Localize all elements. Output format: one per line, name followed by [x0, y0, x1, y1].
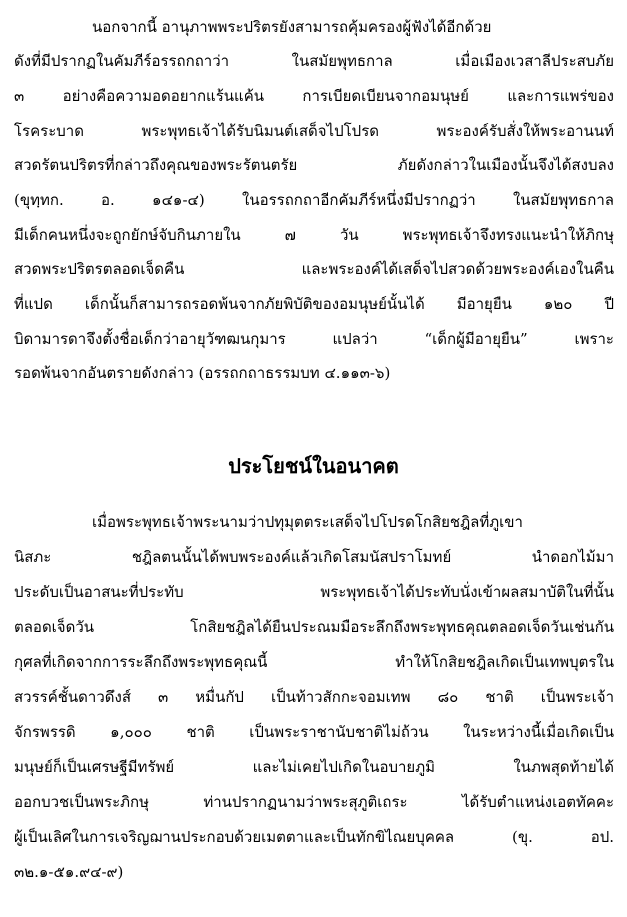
paragraph-2-line-2: นิสภะ ชฎิลตนนั้นได้พบพระองค์แล้วเกิดโสมนัสปราโมทย์ นำดอกไม้มา [14, 548, 614, 566]
paragraph-1-line-11: รอดพ้นจากอันตรายดังกล่าว (อรรถกถาธรรมบท ๔.๑๑๓-๖) [14, 364, 391, 382]
paragraph-2-line-5: กุศลที่เกิดจากการระลึกถึงพระพุทธคุณนี้ ทำให้โกสิยชฎิลเกิดเป็นเทพบุตรใน [14, 653, 614, 671]
paragraph-2-line-9: ออกบวชเป็นพระภิกษุ ท่านปรากฏนามว่าพระสุภูติเถระ ได้รับตำแหน่งเอตทัคคะ [14, 793, 614, 811]
paragraph-2-line-3: ประดับเป็นอาสนะที่ประทับ พระพุทธเจ้าได้ประทับนั่งเข้าผลสมาบัติในที่นั้น [14, 583, 614, 601]
paragraph-1-line-1: นอกจากนี้ อานุภาพพระปริตรยังสามารถคุ้มครองผู้ฟังได้อีกด้วย [92, 18, 492, 36]
paragraph-1-line-8: สวดพระปริตรตลอดเจ็ดคืน และพระองค์ได้เสด็จไปสวดด้วยพระองค์เองในคืน [14, 260, 614, 278]
paragraph-1-line-10: บิดามารดาจึงตั้งชื่อเด็กว่าอายุวัฑฒนกุมาร แปลว่า “เด็กผู้มีอายุยืน” เพราะ [14, 330, 614, 348]
paragraph-2-line-7: จักรพรรดิ ๑,๐๐๐ ชาติ เป็นพระราชานับชาติไม่ถ้วน ในระหว่างนี้เมื่อเกิดเป็น [14, 723, 614, 741]
paragraph-2-line-1: เมื่อพระพุทธเจ้าพระนามว่าปทุมุตตระเสด็จไปโปรดโกสิยชฎิลที่ภูเขา [92, 513, 523, 531]
paragraph-2-line-8: มนุษย์ก็เป็นเศรษฐีมีทรัพย์ และไม่เคยไปเกิดในอบายภูมิ ในภพสุดท้ายได้ [14, 758, 614, 776]
paragraph-2-line-11: ๓๒.๑-๕๑.๙๔-๙) [14, 863, 124, 881]
section-heading: ประโยชน์ในอนาคต [228, 454, 399, 478]
paragraph-2-line-10: ผู้เป็นเลิศในการเจริญฌานประกอบด้วยเมตตาและเป็นทักขิไณยบุคคล (ขุ. อป. [14, 828, 614, 846]
paragraph-1-line-3: ๓ อย่างคือความอดอยากแร้นแค้น การเบียดเบียนจากอมนุษย์ และการแพร่ของ [14, 87, 614, 105]
paragraph-1-line-9: ที่แปด เด็กนั้นก็สามารถรอดพ้นจากภัยพิบัติของอมนุษย์นั้นได้ มีอายุยืน ๑๒๐ ปี [14, 295, 614, 313]
paragraph-1-line-4: โรคระบาด พระพุทธเจ้าได้รับนิมนต์เสด็จไปโปรด พระองค์รับสั่งให้พระอานนท์ [14, 122, 614, 140]
paragraph-2-line-4: ตลอดเจ็ดวัน โกสิยชฎิลได้ยืนประณมมือระลึกถึงพระพุทธคุณตลอดเจ็ดวันเช่นกัน [14, 618, 614, 636]
paragraph-1-line-6: (ขุทฺทก. อ. ๑๔๑-๔) ในอรรถกถาอีกคัมภีร์หนึ่งมีปรากฏว่า ในสมัยพุทธกาล [14, 191, 614, 209]
paragraph-1-line-5: สวดรัตนปริตรที่กล่าวถึงคุณของพระรัตนตรัย ภัยดังกล่าวในเมืองนั้นจึงได้สงบลง [14, 156, 614, 174]
paragraph-1-line-2: ดังที่มีปรากฏในคัมภีร์อรรถกถาว่า ในสมัยพุทธกาล เมื่อเมืองเวสาลีประสบภัย [14, 52, 614, 70]
paragraph-1-line-7: มีเด็กคนหนึ่งจะถูกยักษ์จับกินภายใน ๗ วัน พระพุทธเจ้าจึงทรงแนะนำให้ภิกษุ [14, 226, 614, 244]
paragraph-2-line-6: สวรรค์ชั้นดาวดึงส์ ๓ หมื่นกัป เป็นท้าวสักกะจอมเทพ ๘๐ ชาติ เป็นพระเจ้า [14, 688, 614, 706]
